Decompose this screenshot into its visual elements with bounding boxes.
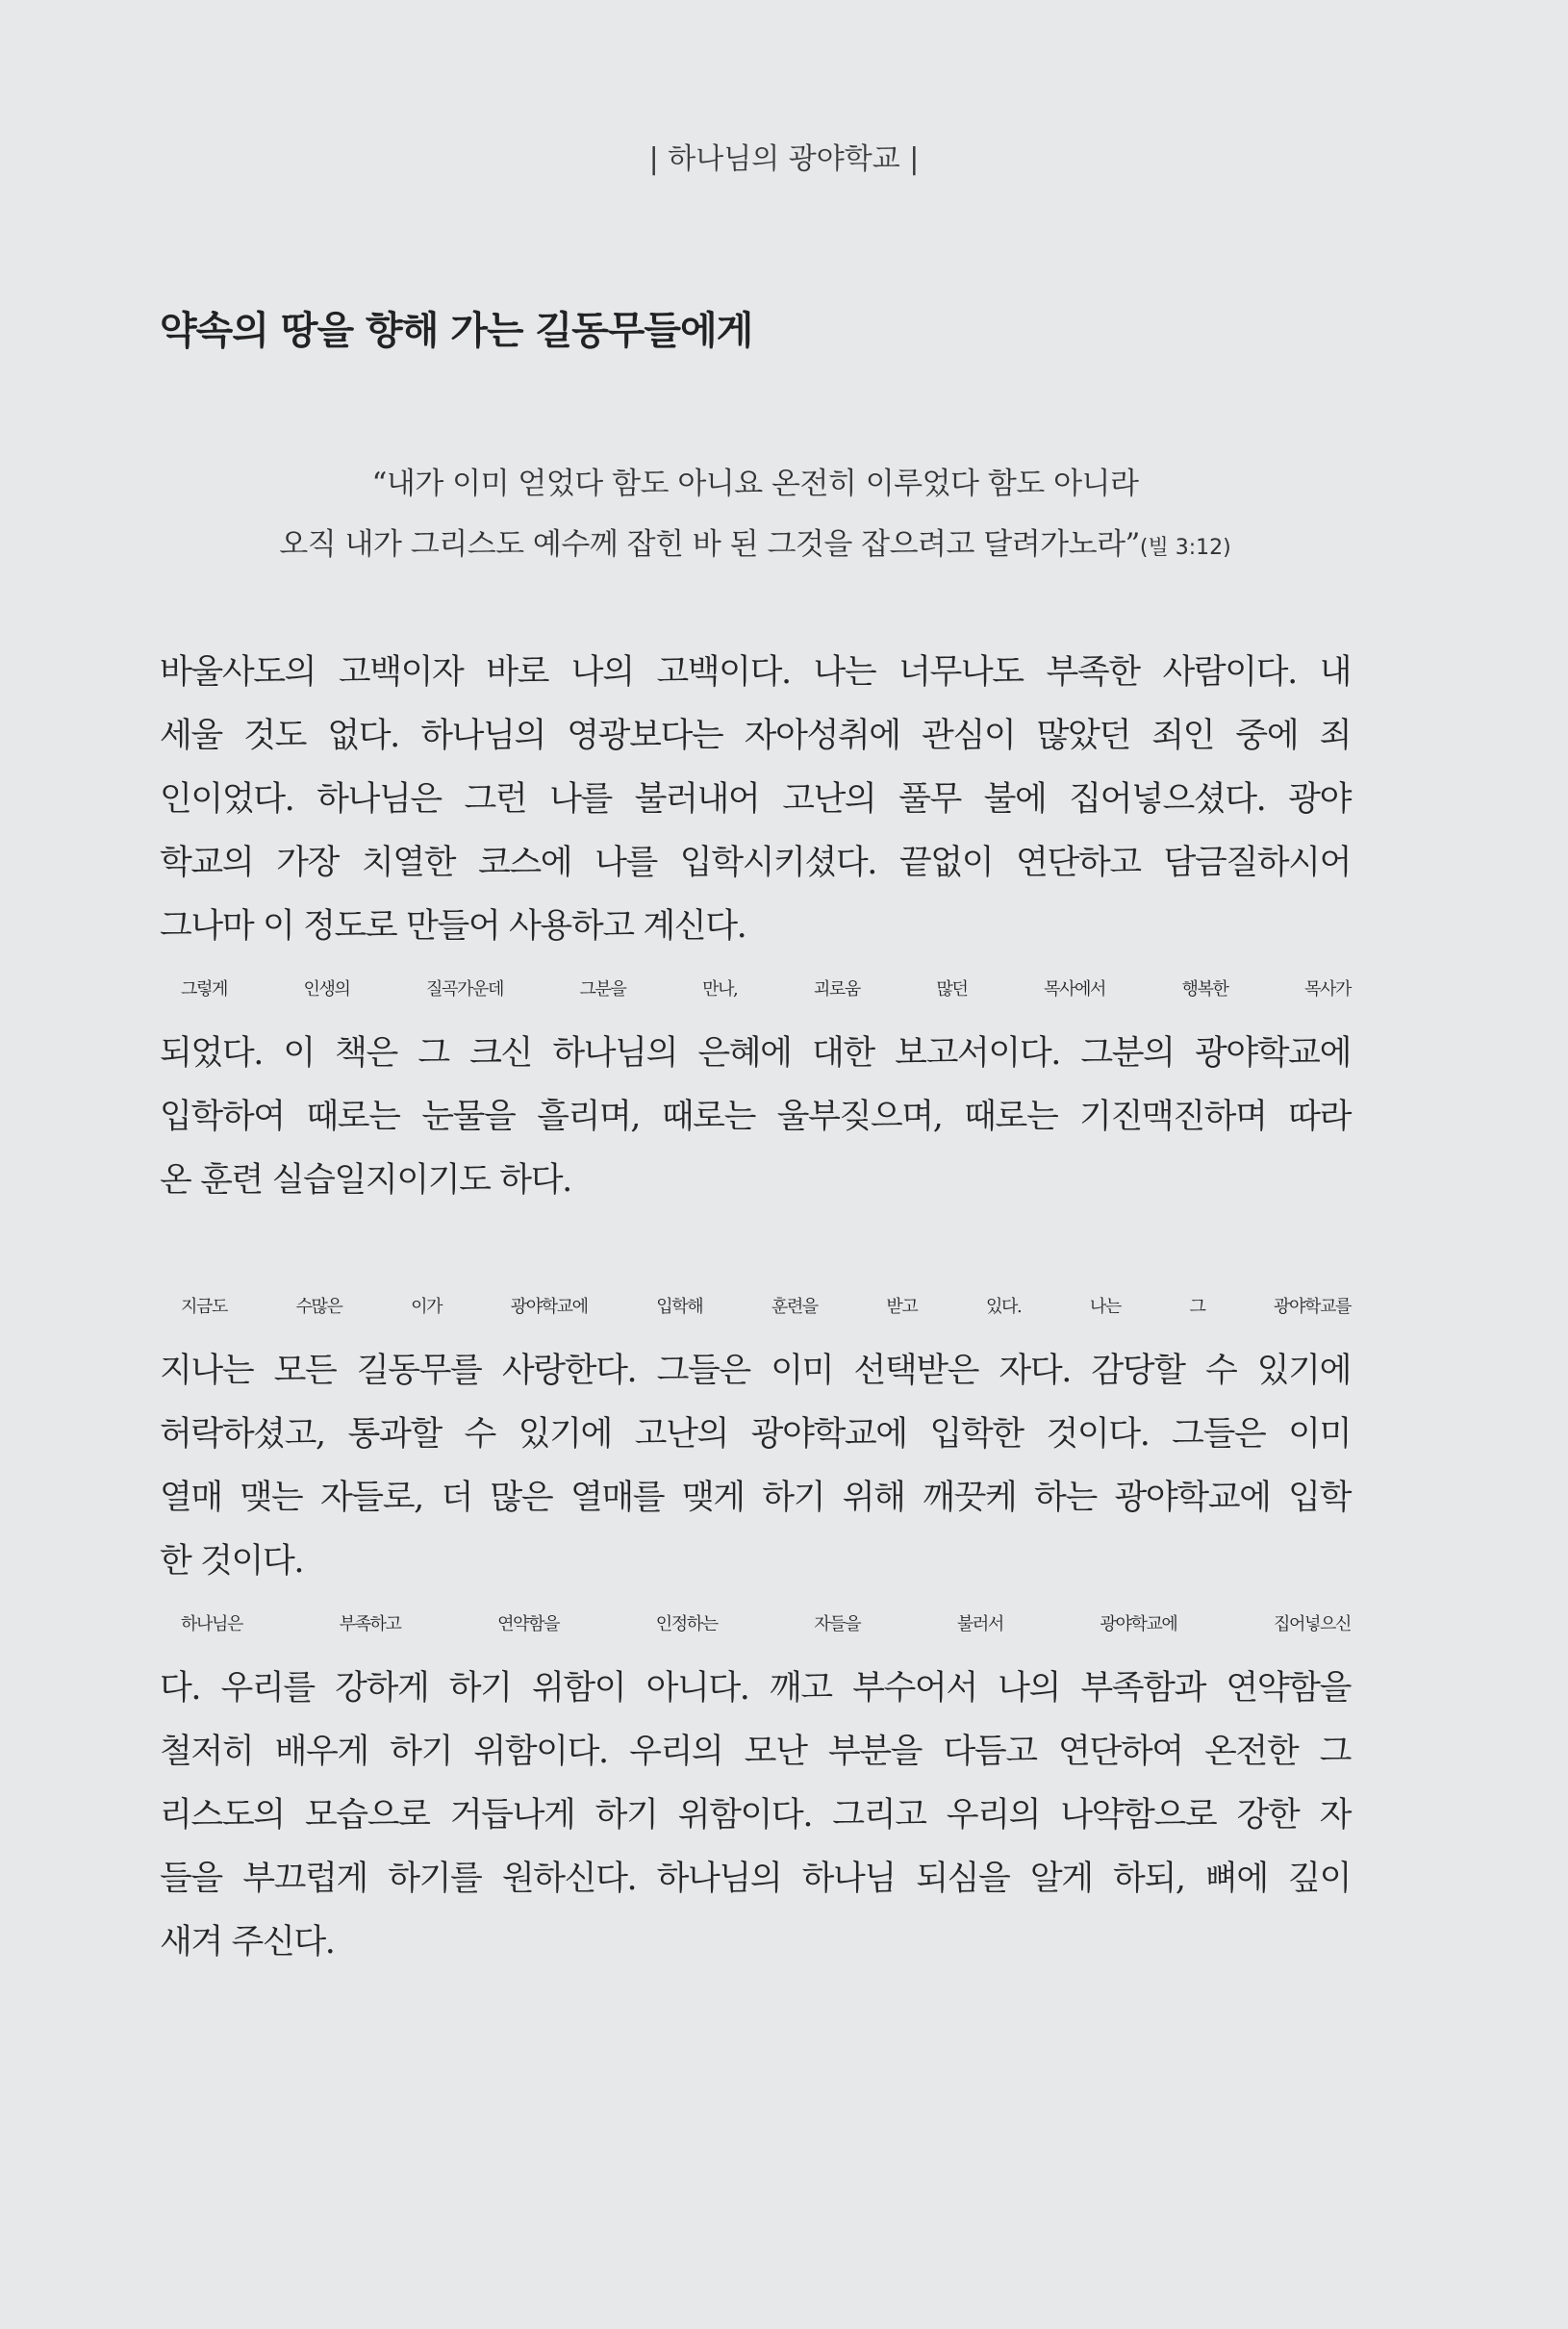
epigraph-quote <box>160 454 1351 578</box>
text-line: 온 훈련 실습일지이기도 하다. <box>160 1161 571 1200</box>
text-line: 허락하셨고, 통과할 수 있기에 고난의 광야학교에 입학한 것이다. 그들은 이미 <box>160 1415 1351 1454</box>
text-line: 열매 맺는 자들로, 더 많은 열매를 맺게 하기 위해 깨끗케 하는 광야학교에 입학 <box>160 1479 1351 1517</box>
text-line: 그나마 이 정도로 만들어 사용하고 계신다. <box>160 907 746 946</box>
text-line: 철저히 배우게 하기 위함이다. 우리의 모난 부분을 다듬고 연단하여 온전한 그 <box>160 1733 1351 1771</box>
text-line: 지금도 수많은 이가 광야학교에 입학해 훈련을 받고 있다. 나는 그 광야학교를 <box>181 1297 1351 1317</box>
text-line: 인이었다. 하나님은 그런 나를 불러내어 고난의 풀무 불에 집어넣으셨다. 광야 <box>160 780 1351 819</box>
paragraph <box>160 1593 1351 1974</box>
text-line: 새겨 주신다. <box>160 1923 335 1962</box>
running-header: | 하나님의 광야학교 | <box>648 142 920 176</box>
epigraph-line: “내가 이미 얻었다 함도 아니요 온전히 이루었다 함도 아니라 <box>371 467 1139 501</box>
text-line: 들을 부끄럽게 하기를 원하신다. 하나님의 하나님 되심을 알게 하되, 뼈에 깊이 <box>160 1860 1351 1898</box>
epigraph-line-with-ref <box>160 515 1351 578</box>
text-line: 다. 우리를 강하게 하기 위함이 아니다. 깨고 부수어서 나의 부족함과 연약함을 <box>160 1669 1351 1708</box>
text-line: 바울사도의 고백이자 바로 나의 고백이다. 나는 너무나도 부족한 사람이다. 내 <box>160 653 1351 692</box>
epigraph-reference: (빌 3:12) <box>1139 536 1231 560</box>
text-line: 한 것이다. <box>160 1542 304 1581</box>
text-line: 하나님은 부족하고 연약함을 인정하는 자들을 불러서 광야학교에 집어넣으신 <box>181 1614 1351 1634</box>
paragraph <box>160 958 1351 1212</box>
text-line: 학교의 가장 치열한 코스에 나를 입학시키셨다. 끝없이 연단하고 담금질하시어 <box>160 844 1351 882</box>
chapter-title: 약속의 땅을 향해 가는 길동무들에게 <box>160 309 753 353</box>
text-line: 그렇게 인생의 질곡가운데 그분을 만나, 괴로움 많던 목사에서 행복한 목사가 <box>181 979 1351 1000</box>
epigraph-line: 오직 내가 그리스도 예수께 잡힌 바 된 그것을 잡으려고 달려가노라” <box>279 527 1140 562</box>
text-line: 지나는 모든 길동무를 사랑한다. 그들은 이미 선택받은 자다. 감당할 수 있기에 <box>160 1352 1351 1390</box>
text-line: 세울 것도 없다. 하나님의 영광보다는 자아성취에 관심이 많았던 죄인 중에 죄 <box>160 717 1351 755</box>
text-line: 리스도의 모습으로 거듭나게 하기 위함이다. 그리고 우리의 나약함으로 강한 자 <box>160 1796 1351 1835</box>
body-text <box>160 641 1351 1974</box>
paragraph <box>160 641 1351 958</box>
text-line: 입학하여 때로는 눈물을 흘리며, 때로는 울부짖으며, 때로는 기진맥진하며 따라 <box>160 1098 1351 1136</box>
section-break <box>160 1212 1351 1276</box>
paragraph <box>160 1276 1351 1593</box>
text-line: 되었다. 이 책은 그 크신 하나님의 은혜에 대한 보고서이다. 그분의 광야학교에 <box>160 1034 1351 1073</box>
